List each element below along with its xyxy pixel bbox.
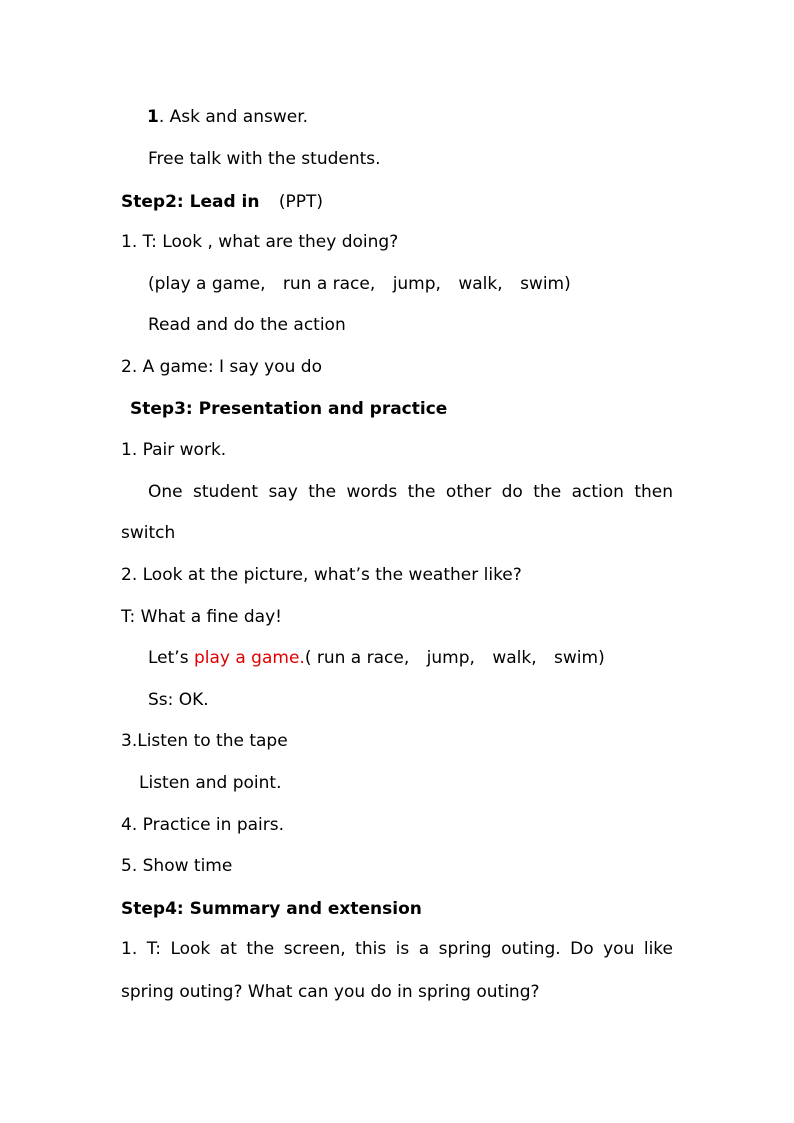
warmup-item-1	[147, 106, 308, 128]
warmup-item-text: Ask and answer.	[169, 107, 309, 127]
step2-item-1-action: Read and do the action	[148, 315, 346, 335]
step3-item-4: 4. Practice in pairs.	[121, 815, 285, 835]
step2-note: (PPT)	[278, 192, 324, 212]
word-jump-2: jump,	[426, 648, 475, 668]
step3-heading: Step3: Presentation and practice	[130, 399, 448, 419]
step2-heading: Step2: Lead in	[121, 192, 260, 212]
step3-item-2-ss: Ss: OK.	[148, 690, 209, 710]
lets-text: Let’s	[148, 648, 189, 668]
step2-heading-line	[121, 191, 323, 213]
step2-item-1-words	[148, 273, 571, 295]
step4-heading: Step4: Summary and extension	[121, 899, 422, 919]
step3-item-3-detail: Listen and point.	[139, 773, 282, 793]
step3-item-1-detail: One student say the words the other do the action then	[148, 482, 673, 502]
step3-item-2-teacher: T: What a fine day!	[121, 607, 282, 627]
word-walk-2: walk,	[492, 648, 537, 668]
step3-item-3: 3.Listen to the tape	[121, 731, 288, 751]
word-swim-2: swim)	[554, 648, 605, 668]
warmup-item-1-detail: Free talk with the students.	[148, 149, 381, 169]
step3-item-1: 1. Pair work.	[121, 440, 227, 460]
word-swim: swim)	[520, 274, 571, 294]
step3-item-5: 5. Show time	[121, 856, 233, 876]
word-run-a-race: run a race,	[282, 274, 376, 294]
highlight-play-a-game: play a game.	[193, 648, 305, 668]
step4-item-1-cont: spring outing? What can you do in spring outing?	[121, 982, 540, 1002]
step3-item-2-lets	[148, 647, 605, 669]
step3-item-1-detail-cont: switch	[121, 523, 176, 543]
word-jump: jump,	[392, 274, 441, 294]
word-run-a-race-2: ( run a race,	[304, 648, 410, 668]
step2-item-1: 1. T: Look , what are they doing?	[121, 232, 399, 252]
step2-item-2: 2. A game: I say you do	[121, 357, 323, 377]
warmup-item-number: 1	[147, 107, 159, 127]
warmup-item-number-sep: .	[158, 107, 165, 127]
word-walk: walk,	[458, 274, 503, 294]
step3-item-2: 2. Look at the picture, what’s the weather like?	[121, 565, 522, 585]
step4-item-1: 1. T: Look at the screen, this is a spring outing. Do you like	[121, 939, 673, 959]
word-play-a-game: (play a game,	[148, 274, 266, 294]
